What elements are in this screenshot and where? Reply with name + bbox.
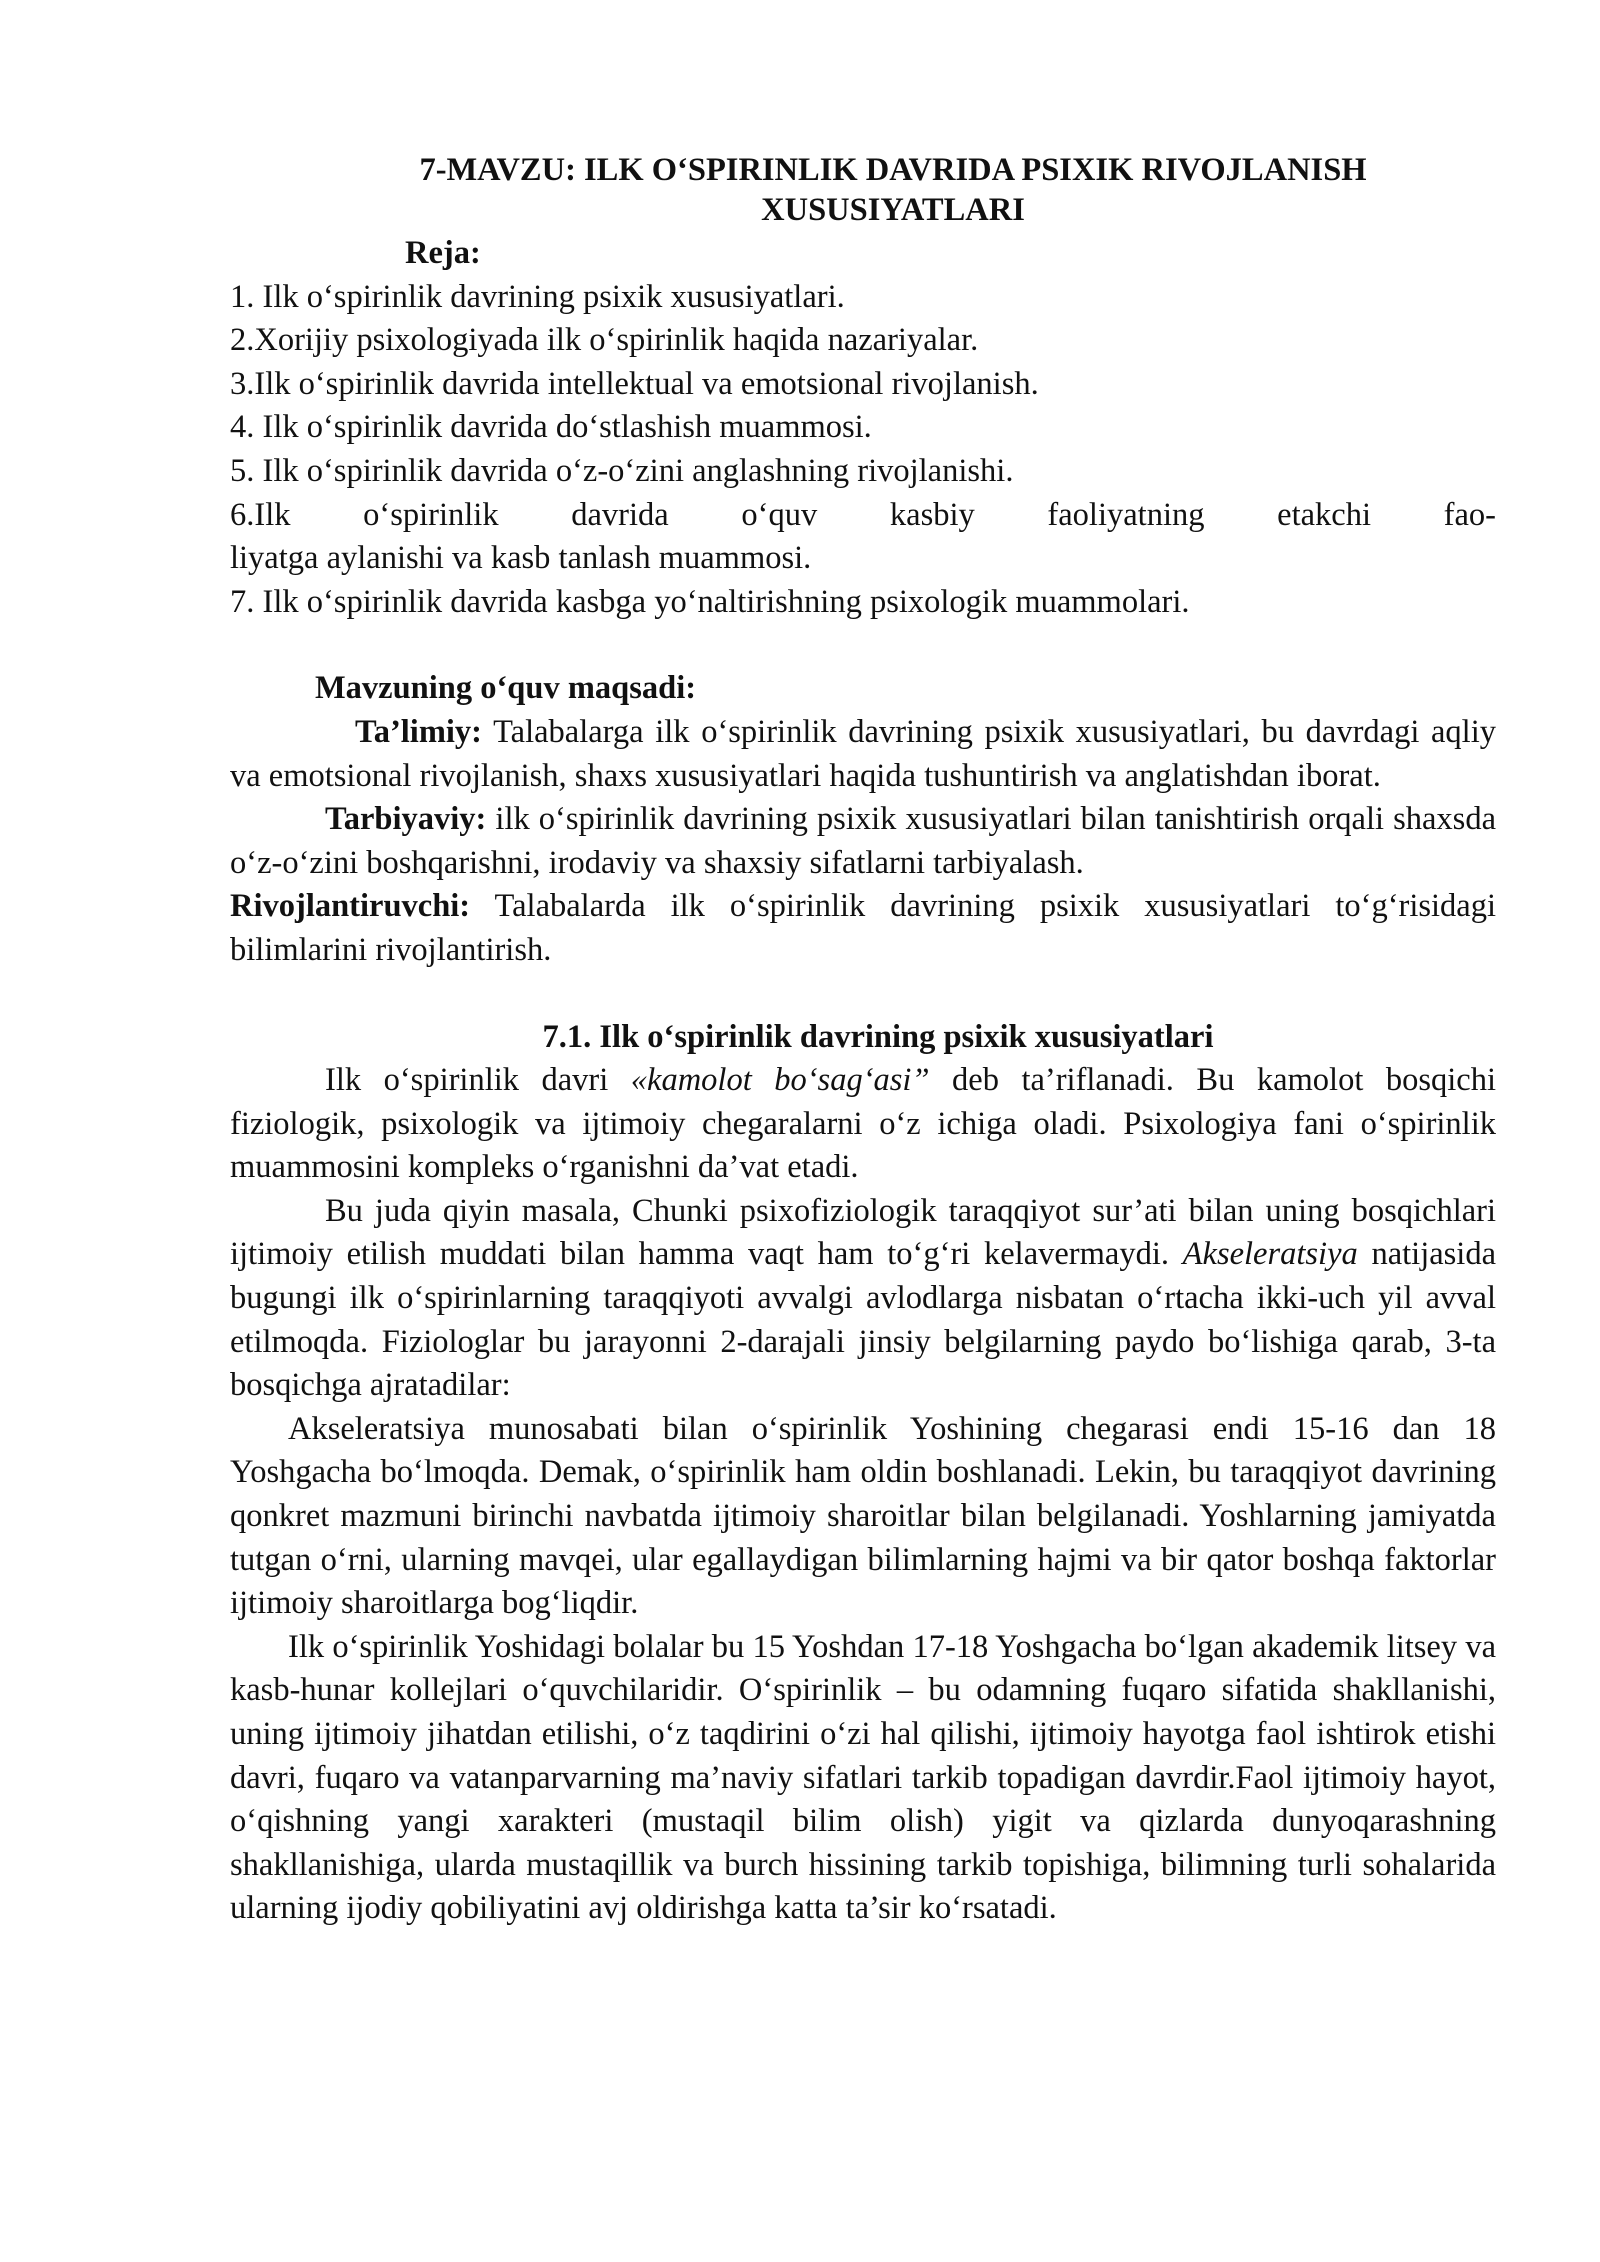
body-text: Bu juda qiyin masala, Chunki psixofiziologik taraqqiyot sur’ati bilan uning bosqichlari ijtimoiy etilish muddati bilan hamma vaqt ham to‘g‘ri kelavermaydi. [230,1192,1496,1273]
body-paragraph-1 [230,1059,1496,1190]
goal-tarbiyaviy-text: ilk o‘spirinlik davrining psixik xususiyatlari bilan tanishtirish orqali shaxsda o‘z-o‘zini boshqarishni, irodaviy va shaxsiy sifatlarni tarbiyalash. [230,801,1496,881]
plan-item: 5. Ilk o‘spirinlik davrida o‘z-o‘zini anglashning rivojlanishi. [230,452,1014,489]
body-text: natijasida bugungi ilk o‘spirinlarning taraqqiyoti avvalgi avlodlarga nisbatan o‘rtacha ikki-uch yil avval etilmoqda. Fiziologlar bu jarayonni 2-darajali jinsiy belgilarning paydo bo‘lishiga qarab, 3-ta bosqichga ajratadilar: [230,1236,1496,1404]
body-italic-term: «kamolot bo‘sag‘asi” [630,1062,930,1099]
plan-list [230,276,1496,625]
goal-tarbiyaviy-label: Tarbiyaviy: [325,801,487,838]
plan-item: 7. Ilk o‘spirinlik davrida kasbga yo‘naltirishning psixologik muammolari. [230,583,1190,620]
plan-item: 3.Ilk o‘spirinlik davrida intellektual va emotsional rivojlanish. [230,365,1039,402]
goal-talimiy [230,711,1496,798]
page-title [230,150,1496,230]
body-text: deb ta’riflanadi. Bu kamolot bosqichi fiziologik, psixologik va ijtimoiy chegaralarni o‘z ichiga oladi. Psixologiya fani o‘spirinlik muammosini kompleks o‘rganishni da’vat etadi. [230,1062,1496,1186]
title-line-2: XUSUSIYATLARI [761,192,1025,228]
body-paragraph-4: Ilk o‘spirinlik Yoshidagi bolalar bu 15 Yoshdan 17-18 Yoshgacha bo‘lgan akademik litsey va kasb-hunar kollejlari o‘quvchilaridir. O‘spirinlik – bu odamning fuqaro sifatida shakllanishi, uning ijtimoiy jihatdan etilishi, o‘z taqdirini o‘zi hal qilishi, ijtimoiy hayotga faol ishtirok etishi davri, fuqaro va vatanparvarning ma’naviy sifatlari tarkib topadigan davrdir.Faol ijtimoiy hayot, o‘qishning yangi xarakteri (mustaqil bilim olish) yigit va qizlarda dunyoqarashning shakllanishiga, ularda mustaqillik va burch hissining tarkib topishiga, bilimning turli sohalarida ularning ijodiy qobiliyatini avj oldirishga katta ta’sir ko‘rsatadi. [230,1628,1496,1927]
goals-heading: Mavzuning o‘quv maqsadi: [315,670,697,707]
plan-item: 2.Xorijiy psixologiyada ilk o‘spirinlik haqida nazariyalar. [230,322,979,359]
goal-rivojlantiruvchi [230,885,1496,972]
body-italic-term: Akseleratsiya [1182,1236,1358,1273]
document-page [230,150,1496,1931]
goal-talimiy-label: Ta’limiy: [355,713,483,750]
section-heading: 7.1. Ilk o‘spirinlik davrining psixik xususiyatlari [542,1018,1214,1055]
goal-tarbiyaviy [230,798,1496,885]
plan-item: liyatga aylanishi va kasb tanlash muammosi. [230,540,812,577]
body-paragraph-3: Akseleratsiya munosabati bilan o‘spirinlik Yoshining chegarasi endi 15-16 dan 18 Yoshgacha bo‘lmoqda. Demak, o‘spirinlik ham oldin boshlanadi. Lekin, bu taraqqiyot davrining qonkret mazmuni birinchi navbatda ijtimoiy sharoitlar bilan belgilanadi. Yoshlarning jamiyatda tutgan o‘rni, ularning mavqei, ular egallaydigan bilimlarning hajmi va bir qator boshqa faktorlar ijtimoiy sharoitlarga bog‘liqdir. [230,1410,1496,1622]
plan-item: 4. Ilk o‘spirinlik davrida do‘stlashish muammosi. [230,409,872,446]
title-line-1: 7-MAVZU: ILK O‘SPIRINLIK DAVRIDA PSIXIK RIVOJLANISH [419,152,1367,188]
plan-heading: Reja: [405,235,481,271]
plan-item: 6.Ilk o‘spirinlik davrida o‘quv kasbiy faoliyatning etakchi fao- [230,496,1496,533]
goal-rivoj-text: Talabalarda ilk o‘spirinlik davrining psixik xususiyatlari to‘g‘risidagi bilimlarini rivojlantirish. [230,888,1496,968]
plan-item: 1. Ilk o‘spirinlik davrining psixik xususiyatlari. [230,278,845,315]
body-paragraph-2 [230,1190,1496,1408]
goal-talimiy-text: Talabalarga ilk o‘spirinlik davrining psixik xususiyatlari, bu davrdagi aqliy va emotsional rivojlanish, shaxs xususiyatlari haqida tushuntirish va anglatishdan iborat. [230,713,1496,794]
body-text: Ilk o‘spirinlik davri [325,1062,631,1099]
goal-rivoj-label: Rivojlantiruvchi: [230,888,471,925]
